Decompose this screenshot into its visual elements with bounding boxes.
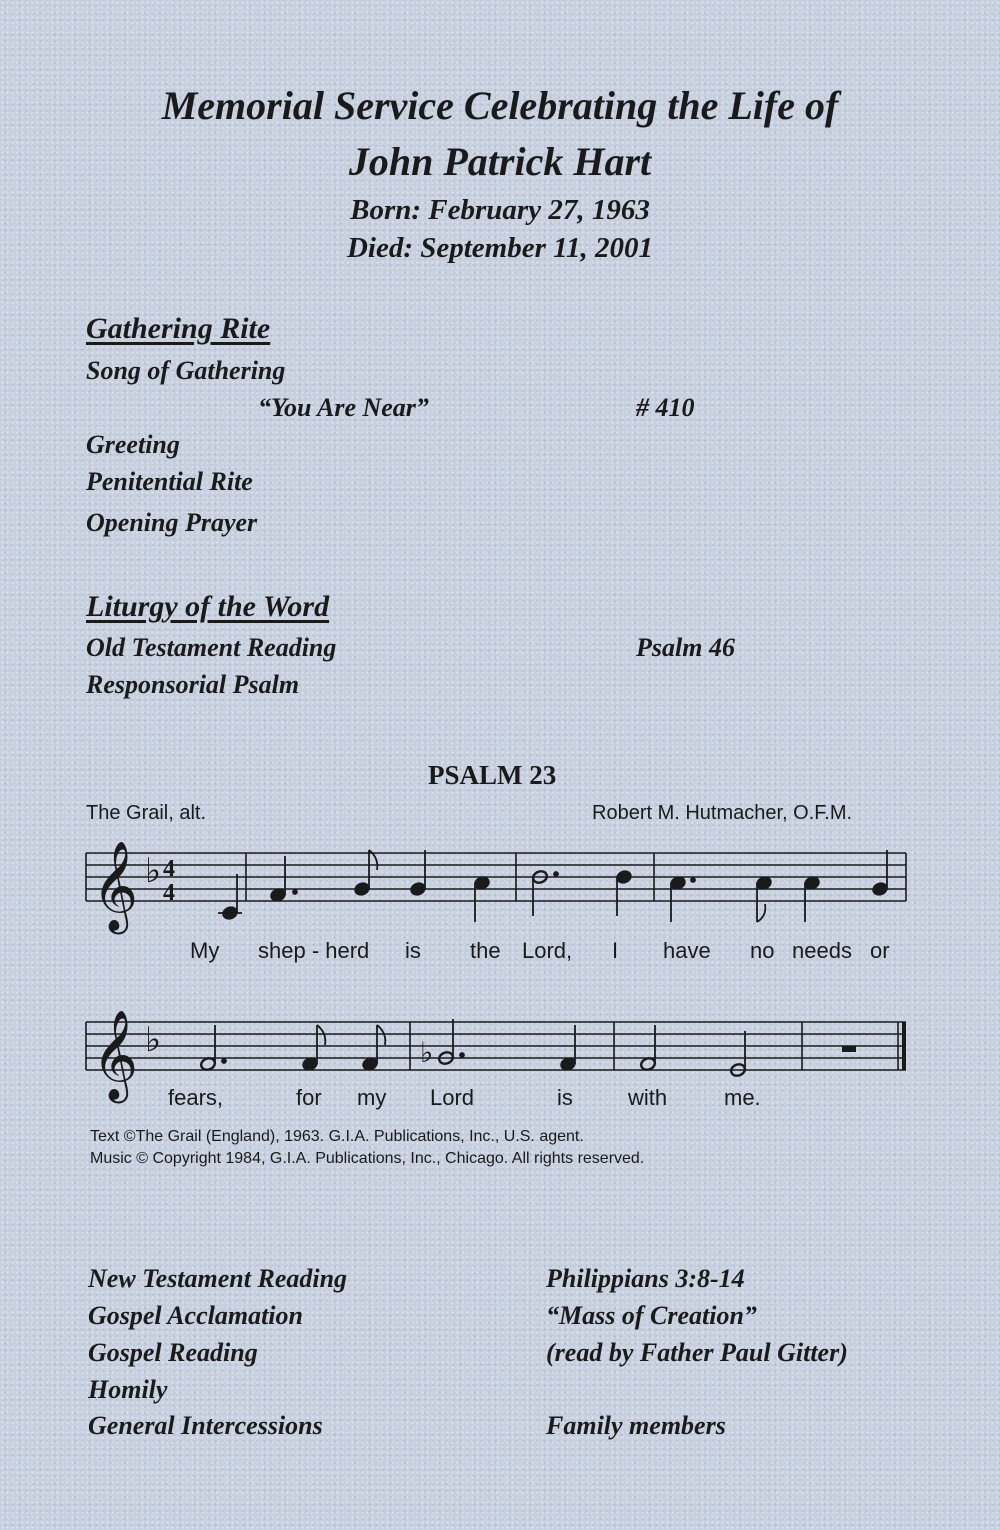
penitential-rite-item: Penitential Rite [86, 467, 253, 496]
psalm-title: PSALM 23 [428, 760, 557, 790]
gospel-acclamation-label: Gospel Acclamation [88, 1301, 303, 1330]
notes-line-2 [200, 1019, 856, 1078]
general-intercessions-label: General Intercessions [88, 1411, 323, 1440]
copyright-music: Music © Copyright 1984, G.I.A. Publications, Inc., Chicago. All rights reserved. [90, 1150, 645, 1167]
homily-label: Homily [88, 1375, 168, 1404]
svg-text:♭: ♭ [420, 1036, 434, 1069]
copyright-text: Text ©The Grail (England), 1963. G.I.A. Publications, Inc., U.S. agent. [90, 1128, 584, 1145]
lyric-13: my [357, 1085, 387, 1110]
lyric-1: My [190, 938, 220, 963]
old-testament-label: Old Testament Reading [86, 633, 337, 662]
lyric-14: Lord [430, 1085, 475, 1110]
music-credit: Robert M. Hutmacher, O.F.M. [592, 802, 853, 824]
gospel-reading-value: (read by Father Paul Gitter) [546, 1338, 848, 1367]
gathering-heading: Gathering Rite [86, 312, 271, 345]
lyric-11: fears, [168, 1085, 224, 1110]
old-testament-value: Psalm 46 [636, 633, 735, 662]
lyric-10: or [870, 938, 890, 963]
lyric-16: with [628, 1085, 668, 1110]
new-testament-label: New Testament Reading [88, 1264, 348, 1293]
notes-line-1 [218, 850, 888, 922]
responsorial-psalm-label: Responsorial Psalm [86, 670, 300, 699]
treble-clef-icon-2: 𝄞 [92, 1010, 139, 1100]
new-testament-value: Philippians 3:8-14 [546, 1264, 745, 1293]
gospel-reading-label: Gospel Reading [88, 1338, 258, 1367]
lyric-6: I [612, 938, 619, 963]
liturgy-heading: Liturgy of the Word [86, 590, 330, 623]
lyric-7: have [663, 938, 711, 963]
lyric-9: needs [792, 938, 852, 963]
flat-icon-2: ♭ [145, 1020, 162, 1060]
song-of-gathering-label: Song of Gathering [86, 356, 286, 385]
greeting-item: Greeting [86, 430, 180, 459]
flat-icon: ♭ [145, 851, 162, 891]
song-number: # 410 [636, 393, 695, 422]
treble-clef-icon: 𝄞 [92, 841, 139, 931]
title-line2: John Patrick Hart [348, 139, 652, 184]
general-intercessions-value: Family members [546, 1411, 726, 1440]
gospel-acclamation-value: “Mass of Creation” [546, 1301, 757, 1330]
lyric-15: is [557, 1085, 573, 1110]
opening-prayer-item: Opening Prayer [86, 508, 258, 537]
lyric-8: no [750, 938, 775, 963]
born-date: Born: February 27, 1963 [350, 194, 650, 226]
title-line1: Memorial Service Celebrating the Life of [161, 83, 839, 128]
lyric-5: Lord, [522, 938, 573, 963]
song-title: “You Are Near” [258, 393, 429, 422]
lyric-12: for [296, 1085, 322, 1110]
died-date: Died: September 11, 2001 [346, 232, 654, 264]
staff-line-1 [86, 853, 906, 901]
time-sig-top: 4 [163, 856, 175, 882]
lyric-17: me. [724, 1085, 761, 1110]
lyric-2: shep - herd [258, 938, 370, 963]
lyric-3: is [405, 938, 421, 963]
time-sig-bottom: 4 [163, 880, 175, 906]
text-credit: The Grail, alt. [86, 802, 207, 824]
lyric-4: the [470, 938, 501, 963]
staff-line-2 [86, 1022, 906, 1070]
